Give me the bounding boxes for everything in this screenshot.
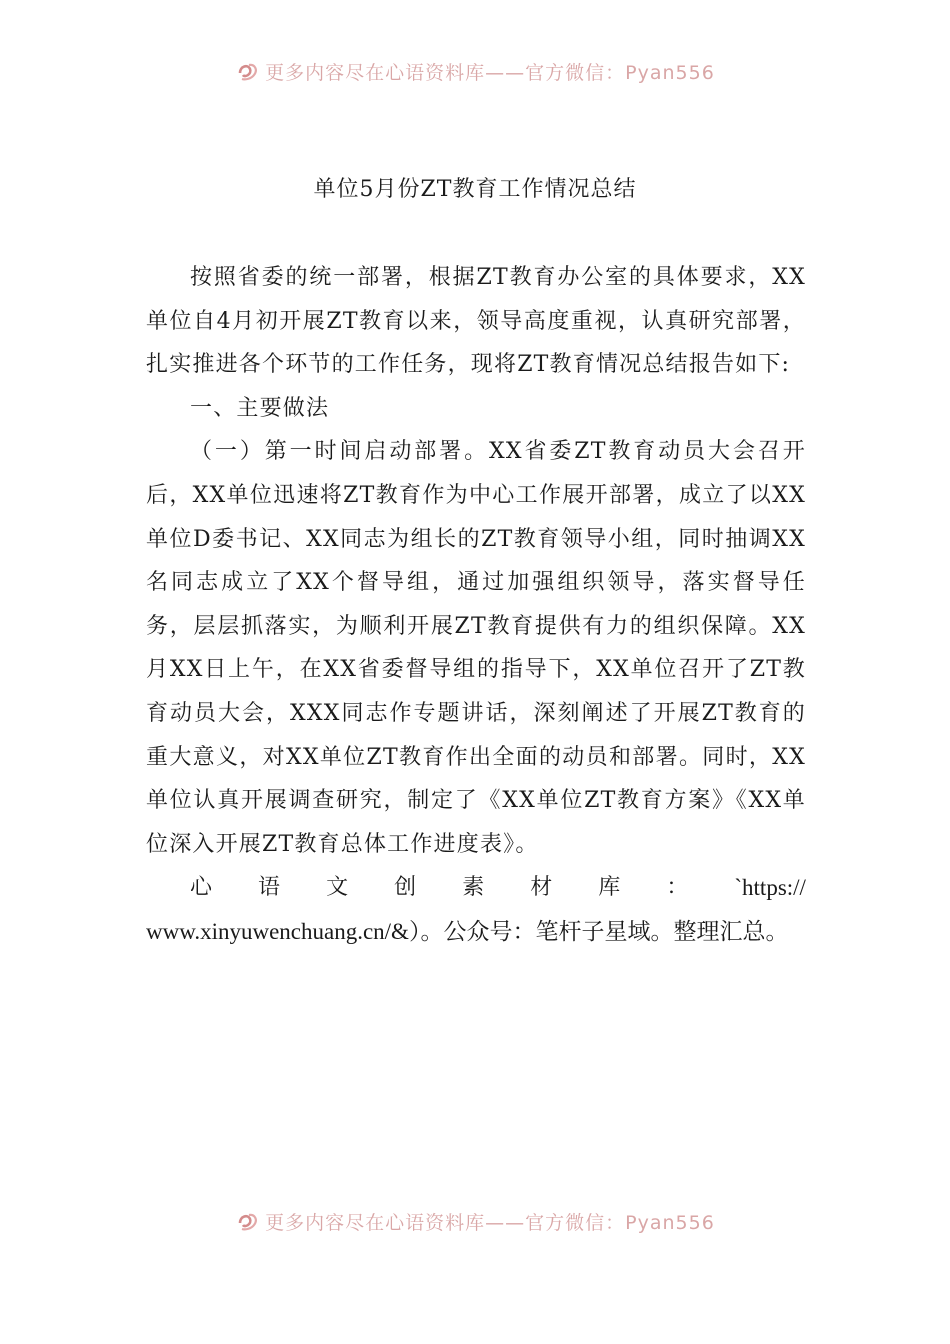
header-watermark	[0, 56, 950, 86]
source-line-rest	[146, 910, 806, 955]
section-heading: 一、主要做法	[190, 395, 330, 421]
watermark-text: 更多内容尽在心语资料库——官方微信：Pyan556	[265, 61, 715, 84]
watermark-logo-icon	[235, 1208, 261, 1234]
source-char: 语	[258, 875, 282, 901]
source-url-start: `https://	[734, 875, 806, 901]
source-char: 素	[462, 875, 486, 901]
source-char: 心	[190, 875, 214, 901]
subsection-paragraph: （一）第一时间启动部署。XX省委ZT教育动员大会召开后，XX单位迅速将ZT教育作为中心工作展开部署，成立了以XX单位D委书记、XX同志为组长的ZT教育领导小组，同时抽调XX名同志成立了XX个督导组，通过加强组织领导，落实督导任务，层层抓落实，为顺利开展ZT教育提供有力的组织保障。XX月XX日上午，在XX省委督导组的指导下，XX单位召开了ZT教育动员大会，XXX同志作专题讲话，深刻阐述了开展ZT教育的重大意义，对XX单位ZT教育作出全面的动员和部署。同时，XX单位认真开展调查研究，制定了《XX单位ZT教育方案》《XX单位深入开展ZT教育总体工作进度表》。	[146, 439, 806, 857]
source-char: 创	[394, 875, 418, 901]
document-body	[146, 256, 806, 955]
source-char: ：	[666, 875, 690, 901]
source-char: 材	[530, 875, 554, 901]
watermark-logo-icon	[235, 58, 261, 84]
footer-watermark	[0, 1206, 950, 1236]
source-url-rest: www.xinyuwenchuang.cn/&）。公众号：笔杆子星域。整理汇总。	[146, 918, 789, 944]
watermark-text: 更多内容尽在心语资料库——官方微信：Pyan556	[265, 1211, 715, 1234]
source-char: 库	[598, 875, 622, 901]
intro-paragraph: 按照省委的统一部署，根据ZT教育办公室的具体要求，XX单位自4月初开展ZT教育以来，领导高度重视，认真研究部署，扎实推进各个环节的工作任务，现将ZT教育情况总结报告如下:	[146, 265, 806, 378]
source-paragraph	[146, 866, 806, 954]
document-title: 单位5月份ZT教育工作情况总结	[313, 177, 637, 202]
source-char: 文	[326, 875, 350, 901]
source-line-spaced	[146, 866, 806, 910]
